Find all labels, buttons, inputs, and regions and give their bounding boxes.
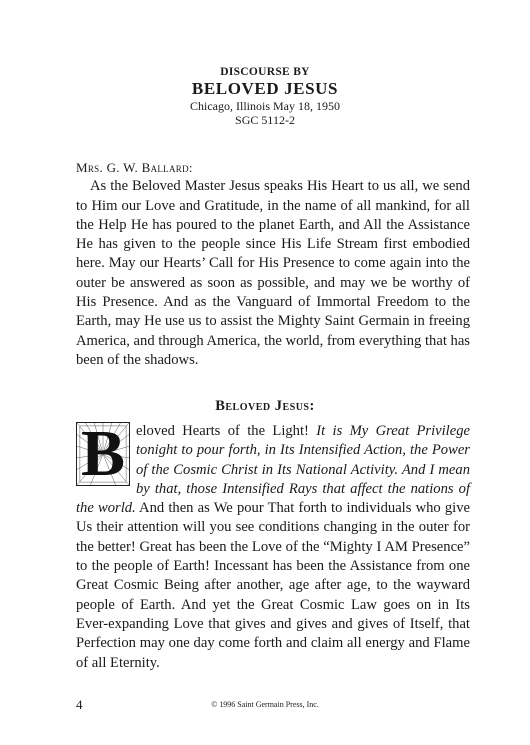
page-title: BELOVED JESUS <box>191 79 339 98</box>
location-date: Chicago, Illinois May 18, 1950 <box>190 99 340 113</box>
body-text-opening: eloved Hearts of the Light! <box>136 423 317 439</box>
discourse-header <box>0 66 530 127</box>
speaker-label: Mrs. G. W. Ballard: <box>76 160 193 175</box>
intro-section <box>76 158 470 370</box>
copyright-notice: © 1996 Saint Germain Press, Inc. <box>211 700 319 709</box>
drop-cap-letter: B <box>80 417 126 490</box>
discourse-body <box>76 422 470 673</box>
discourse-paragraph <box>76 422 470 673</box>
intro-paragraph: As the Beloved Master Jesus speaks His Heart to us all, we send to Him our Love and Gratitude, in the name of all mankind, for all the Help He has poured to the planet Earth, and All the Assistance He has given to the people since His Life Stream first embodied here. May our Hearts’ Call for His Presence to come again into the outer be answered as soon as possible, and may we be worthy of His Presence. And as the Vanguard of Immortal Freedom to the Earth, may He use us to assist the Mighty Saint Germain in freeing America, and through America, the world, from everything that has been of the shadows. <box>76 178 470 368</box>
header-kicker: DISCOURSE BY <box>220 66 310 78</box>
page-number: 4 <box>76 697 83 712</box>
discourse-code: SGC 5112-2 <box>235 113 295 127</box>
section-title: Beloved Jesus: <box>215 398 315 414</box>
body-text-italic: It is My Great Privilege tonight to pour forth, in Its Intensified Action, the Power of the Cosmic Christ in Its National Activity. And I mean by that, those Intensified Rays that affect the nations of the world. <box>76 423 470 517</box>
body-text-continued: And then as We pour That forth to individuals who give Us their attention will you see conditions changing in the outer for the better! Great has been the Love of the “Mighty I AM Presence” to the people of Earth! Incessant has been the Assistance from one Great Cosmic Being after another, age after age, to the wayward people of Earth. And yet the Great Cosmic Law goes on in Its Ever-expanding Love that gives and gives and gives of Itself, that Perfection may one day come forth and claim all energy and Flame of all Eternity. <box>76 500 470 671</box>
